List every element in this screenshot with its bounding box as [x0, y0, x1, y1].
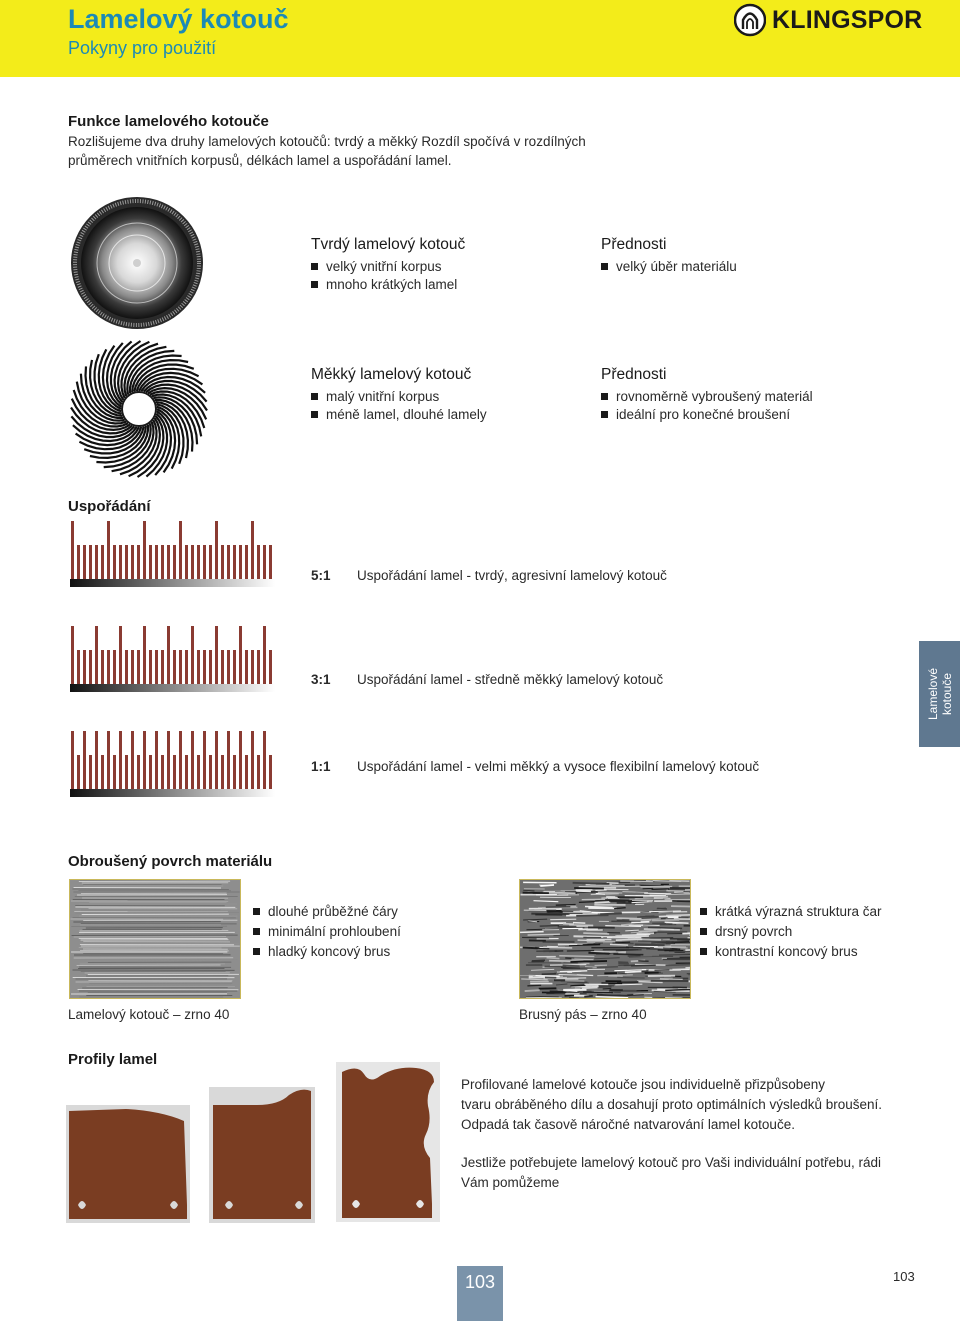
surface-left-bullet: minimální prohloubení [253, 922, 401, 941]
page-title: Lamelový kotouč [68, 4, 289, 34]
functions-body-line-2: průměrech vnitřních korpusů, délkách lamel a uspořádání lamel. [68, 153, 452, 168]
surface-right-bullet: drsný povrch [700, 922, 792, 941]
surface-right-bullet: kontrastní koncový brus [700, 942, 858, 961]
lamella [161, 650, 164, 684]
lamella [167, 626, 170, 684]
profiles-paragraph-1-line: Profilované lamelové kotouče jsou individuelně přizpůsobeny [461, 1077, 825, 1092]
lamella [101, 545, 104, 579]
lamella [131, 650, 134, 684]
lamella [179, 521, 182, 579]
side-tab-lamelove-kotouce[interactable] [919, 641, 960, 747]
lamella-profile-3 [336, 1062, 440, 1222]
surface-right-bullet: krátká výrazná struktura čar [700, 902, 882, 921]
soft-disc-advantages-title: Přednosti [601, 366, 667, 383]
page-number: 103 [893, 1269, 915, 1284]
lamella-arrangement-5-1 [70, 519, 275, 587]
soft-disc-image [70, 340, 208, 478]
hard-disc-image [70, 196, 204, 330]
surface-heading: Obroušený povrch materiálu [68, 853, 273, 870]
lamella [197, 650, 200, 684]
lamella [209, 755, 212, 789]
surface-left-bullet: dlouhé průběžné čáry [253, 902, 398, 921]
lamella [215, 521, 218, 579]
lamella [257, 545, 260, 579]
lamella [221, 755, 224, 789]
lamella [203, 731, 206, 789]
lamella [239, 731, 242, 789]
soft-disc-feature: malý vnitřní korpus [311, 387, 439, 406]
lamella [107, 731, 110, 789]
lamella [143, 521, 146, 579]
lamella [251, 650, 254, 684]
lamella [245, 650, 248, 684]
lamella [227, 650, 230, 684]
lamella [89, 755, 92, 789]
lamella [71, 521, 74, 579]
surface-left-bullet: hladký koncový brus [253, 942, 390, 961]
lamella [233, 755, 236, 789]
soft-disc-advantage: ideální pro konečné broušení [601, 405, 790, 424]
lamella [149, 650, 152, 684]
side-tab-label: Lamelové kotouče [925, 667, 954, 721]
lamella [173, 755, 176, 789]
surface-texture-flap-disc [69, 879, 241, 999]
lamella [107, 521, 110, 579]
lamella [107, 650, 110, 684]
arrangement-description: Uspořádání lamel - tvrdý, agresivní lamelový kotouč [357, 568, 667, 583]
page-subtitle: Pokyny pro použití [68, 38, 217, 58]
lamella [221, 545, 224, 579]
lamella [215, 626, 218, 684]
arrangement-ratio: 1:1 [311, 759, 331, 774]
hard-disc-feature: velký vnitřní korpus [311, 257, 442, 276]
lamella-arrangement-1-1 [70, 729, 275, 797]
lamella [155, 545, 158, 579]
lamella [209, 545, 212, 579]
lamella [251, 521, 254, 579]
arrangement-heading: Uspořádání [68, 498, 151, 515]
lamella [83, 650, 86, 684]
lamella [143, 626, 146, 684]
lamella [239, 545, 242, 579]
lamella [89, 545, 92, 579]
soft-disc-title: Měkký lamelový kotouč [311, 366, 472, 383]
arrangement-description: Uspořádání lamel - velmi měkký a vysoce flexibilní lamelový kotouč [357, 759, 760, 774]
page-number-box: 103 [457, 1266, 503, 1321]
lamella [185, 545, 188, 579]
hard-disc-feature: mnoho krátkých lamel [311, 275, 457, 294]
lamella [245, 755, 248, 789]
profiles-heading: Profily lamel [68, 1051, 158, 1068]
lamella [191, 626, 194, 684]
hard-disc-advantages-title: Přednosti [601, 236, 667, 253]
lamella [227, 545, 230, 579]
lamella [137, 650, 140, 684]
lamella [233, 545, 236, 579]
lamella [71, 731, 74, 789]
lamella [95, 545, 98, 579]
lamella [155, 650, 158, 684]
lamella [131, 545, 134, 579]
functions-body-line-1: Rozlišujeme dva druhy lamelových kotoučů: tvrdý a měkký Rozdíl spočívá v rozdílných [68, 134, 586, 149]
klingspor-emblem-icon [734, 3, 766, 37]
lamella-arrangement-3-1 [70, 624, 275, 692]
hard-disc-advantage: velký úběr materiálu [601, 257, 737, 276]
lamella [185, 650, 188, 684]
surface-left-caption: Lamelový kotouč – zrno 40 [68, 1007, 230, 1022]
arrangement-description: Uspořádání lamel - středně měkký lamelový kotouč [357, 672, 664, 687]
lamella [263, 731, 266, 789]
lamella [119, 545, 122, 579]
lamella [101, 650, 104, 684]
lamella [119, 626, 122, 684]
lamella [113, 755, 116, 789]
lamella [161, 755, 164, 789]
lamella [149, 545, 152, 579]
lamella [167, 545, 170, 579]
profiles-paragraph-2-line: Jestliže potřebujete lamelový kotouč pro Vaši individuální potřebu, rádi [461, 1155, 881, 1170]
lamella [269, 650, 272, 684]
lamella [215, 731, 218, 789]
lamella [269, 545, 272, 579]
lamella [125, 650, 128, 684]
lamella [191, 545, 194, 579]
lamella [251, 731, 254, 789]
lamella-profile-1 [66, 1105, 190, 1223]
surface-texture-sanding-belt [519, 879, 691, 999]
lamella [239, 626, 242, 684]
lamella [173, 545, 176, 579]
arrangement-ratio: 5:1 [311, 568, 331, 583]
lamella [101, 755, 104, 789]
functions-heading: Funkce lamelového kotouče [68, 113, 269, 130]
hard-disc-title: Tvrdý lamelový kotouč [311, 236, 466, 253]
profiles-paragraph-1-line: Odpadá tak časově náročné natvarování lamel kotouče. [461, 1117, 795, 1132]
klingspor-logo [734, 3, 922, 37]
lamella [155, 731, 158, 789]
lamella [203, 650, 206, 684]
lamella [143, 731, 146, 789]
lamella [137, 545, 140, 579]
lamella [77, 545, 80, 579]
lamella [95, 731, 98, 789]
lamella-profile-2 [209, 1087, 315, 1223]
lamella [77, 650, 80, 684]
lamella [257, 755, 260, 789]
lamella [179, 650, 182, 684]
lamella [113, 545, 116, 579]
lamella [263, 626, 266, 684]
surface-right-caption: Brusný pás – zrno 40 [519, 1007, 647, 1022]
lamella [173, 650, 176, 684]
lamella [131, 731, 134, 789]
lamella [125, 545, 128, 579]
lamella [197, 545, 200, 579]
lamella [197, 755, 200, 789]
lamella [95, 626, 98, 684]
lamella [77, 755, 80, 789]
lamella [269, 755, 272, 789]
profiles-paragraph-1-line: tvaru obráběného dílu a dosahují proto optimálních výsledků broušení. [461, 1097, 883, 1112]
lamella [137, 755, 140, 789]
lamella [149, 755, 152, 789]
lamella [221, 650, 224, 684]
lamella [119, 731, 122, 789]
lamella [113, 650, 116, 684]
lamella [161, 545, 164, 579]
lamella [71, 626, 74, 684]
lamella [167, 731, 170, 789]
lamella [203, 545, 206, 579]
lamella [191, 731, 194, 789]
logo-wordmark: KLINGSPOR [772, 5, 923, 34]
lamella [233, 650, 236, 684]
lamella [125, 755, 128, 789]
lamella [83, 545, 86, 579]
profiles-paragraph-2-line: Vám pomůžeme [461, 1175, 560, 1190]
soft-disc-feature: méně lamel, dlouhé lamely [311, 405, 487, 424]
lamella [83, 731, 86, 789]
lamella [257, 650, 260, 684]
lamella [185, 755, 188, 789]
lamella [263, 545, 266, 579]
lamella [89, 650, 92, 684]
soft-disc-advantage: rovnoměrně vybroušený materiál [601, 387, 813, 406]
arrangement-ratio: 3:1 [311, 672, 331, 687]
lamella [245, 545, 248, 579]
lamella [179, 731, 182, 789]
lamella [227, 731, 230, 789]
lamella [209, 650, 212, 684]
